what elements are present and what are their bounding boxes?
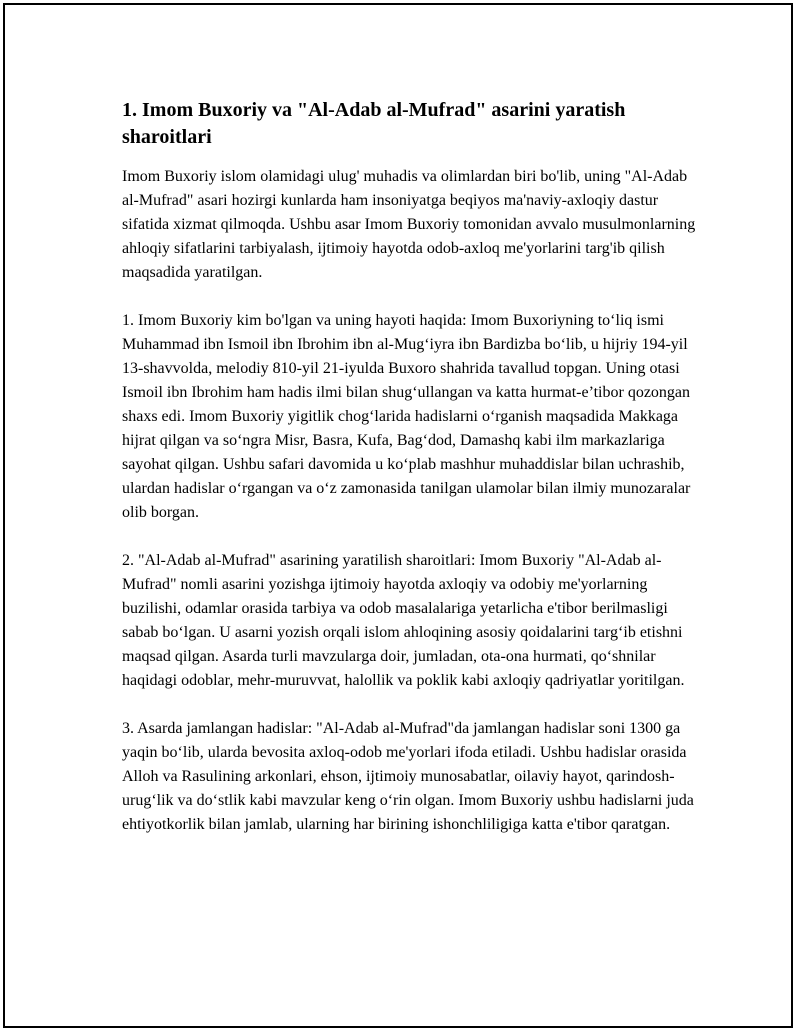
paragraph-creation-conditions: 2. "Al-Adab al-Mufrad" asarining yaratilish sharoitlari: Imom Buxoriy "Al-Adab al-Mufrad" nomli asarini yozishga ijtimoiy hayotda axloqiy va odobiy me'yorlarning buzilishi, odamlar orasida tarbiya va odob masalalariga yetarlicha e'tibor berilmasligi sabab bo‘lgan. U asarni yozish orqali islom ahloqining asosiy qoidalarini targ‘ib etishni maqsad qilgan. Asarda turli mavzularga doir, jumladan, ota-ona hurmati, qo‘shnilar haqidagi odoblar, mehr-muruvvat, halollik va poklik kabi axloqiy qadriyatlar yoritilgan. bbox=[122, 552, 685, 689]
paragraph-biography: 1. Imom Buxoriy kim bo'lgan va uning hayoti haqida: Imom Buxoriyning to‘liq ismi Muhammad ibn Ismoil ibn Ibrohim ibn al-Mug‘iyra ibn Bardizba bo‘lib, u hijriy 194-yil 13-shavvolda, melodiy 810-yil 21-iyulda Buxoro shahrida tavallud topgan. Uning otasi Ismoil ibn Ibrohim ham hadis ilmi bilan shug‘ullangan va katta hurmat-e’tibor qozongan shaxs edi. Imom Buxoriy yigitlik chog‘larida hadislarni o‘rganish maqsadida Makkaga hijrat qilgan va so‘ngra Misr, Basra, Kufa, Bag‘dod, Damashq kabi ilm markazlariga sayohat qilgan. Ushbu safari davomida u ko‘plab mashhur muhaddislar bilan uchrashib, ulardan hadislar o‘rgangan va o‘z zamonasida tanilgan ulamolar bilan ilmiy munozaralar olib borgan. bbox=[122, 312, 691, 521]
document-page bbox=[3, 3, 793, 1028]
document-body bbox=[122, 97, 697, 861]
intro-paragraph: Imom Buxoriy islom olamidagi ulug' muhadis va olimlardan biri bo'lib, uning "Al-Adab al-Mufrad" asari hozirgi kunlarda ham insoniyatga beqiyos ma'naviy-axloqiy dastur sifatida xizmat qilmoqda. Ushbu asar Imom Buxoriy tomonidan avvalo musulmonlarning ahloqiy sifatlarini tarbiyalash, ijtimoiy hayotda odob-axloq me'yorlarini targ'ib qilish maqsadida yaratilgan. bbox=[122, 168, 696, 281]
paragraph-collected-hadiths: 3. Asarda jamlangan hadislar: "Al-Adab al-Mufrad"da jamlangan hadislar soni 1300 ga yaqin bo‘lib, ularda bevosita axloq-odob me'yorlari ifoda etiladi. Ushbu hadislar orasida Alloh va Rasulining arkonlari, ehson, ijtimoiy munosabatlar, oilaviy hayot, qarindosh-urug‘lik va do‘stlik kabi mavzular keng o‘rin olgan. Imom Buxoriy ushbu hadislarni juda ehtiyotkorlik bilan jamlab, ularning har birining ishonchliligiga katta e'tibor qaratgan. bbox=[122, 720, 694, 833]
section-heading: 1. Imom Buxoriy va "Al-Adab al-Mufrad" asarini yaratish sharoitlari bbox=[122, 99, 626, 148]
